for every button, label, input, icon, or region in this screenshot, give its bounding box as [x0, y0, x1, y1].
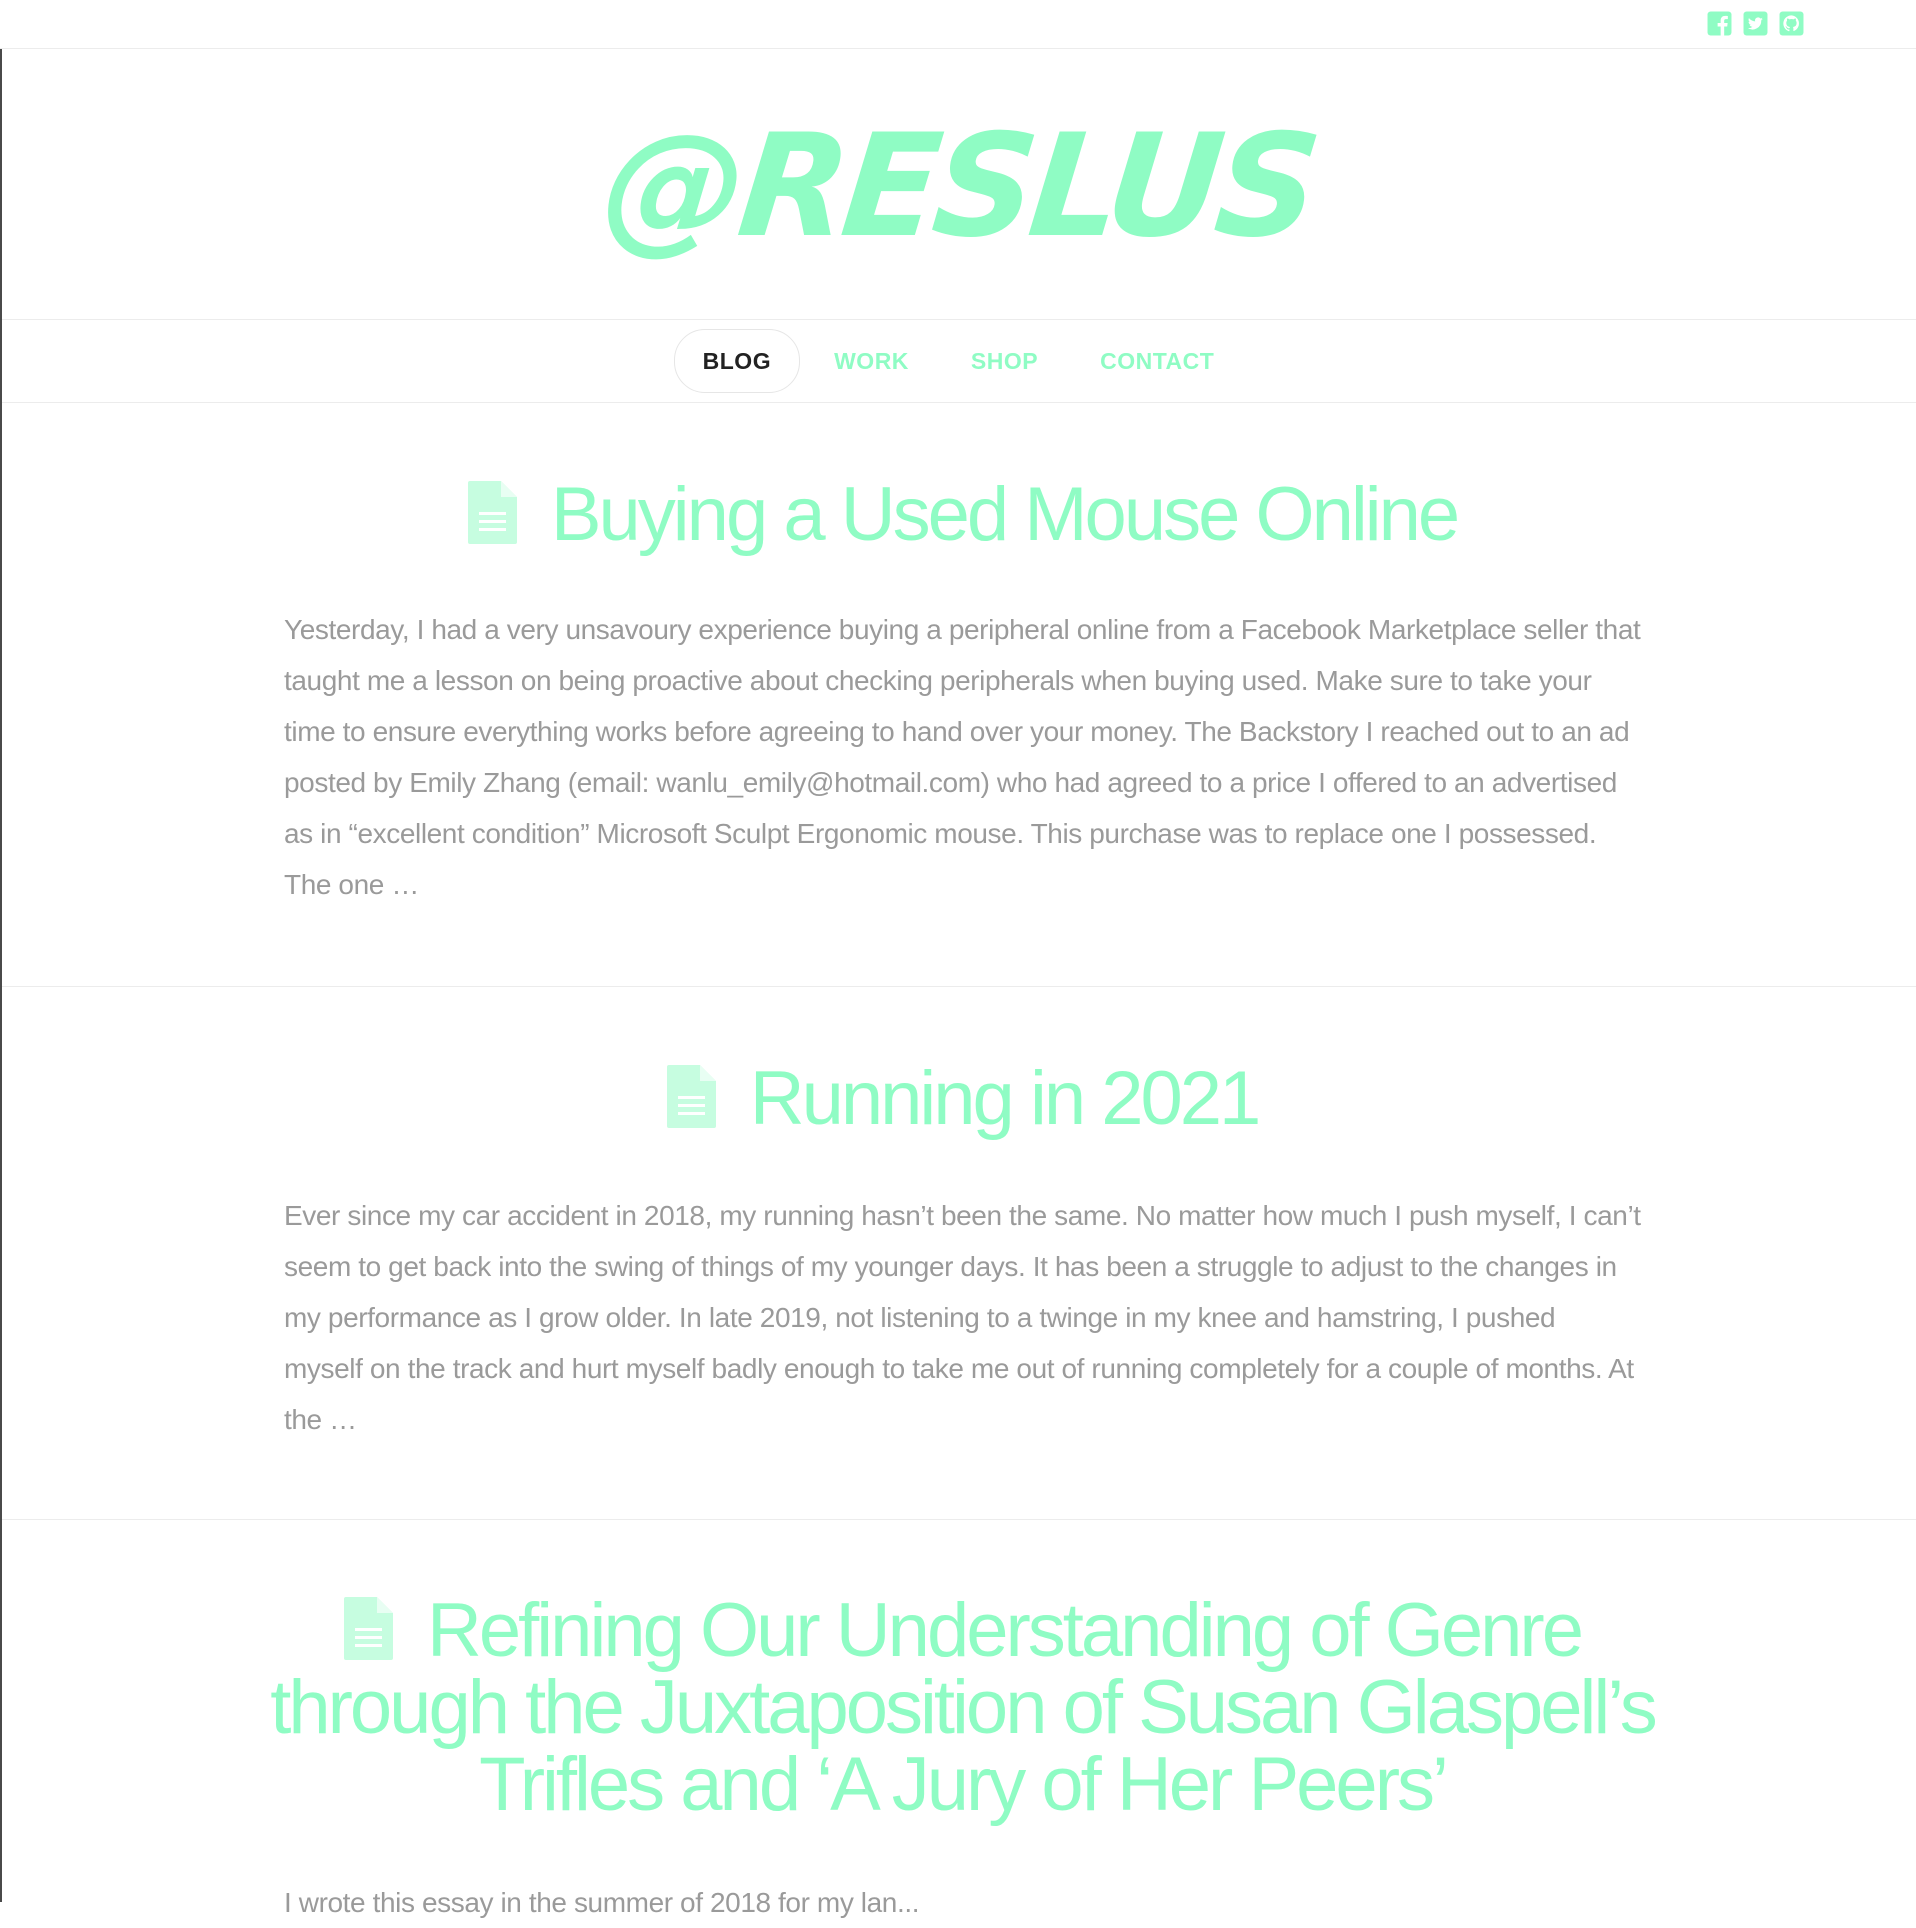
nav-item-shop[interactable]: SHOP — [970, 348, 1039, 374]
post-title-link[interactable] — [264, 1588, 1661, 1827]
main-nav — [0, 320, 1916, 403]
post-excerpt: I wrote this essay in the summer of 2018 for my lan... — [284, 1887, 920, 1918]
page-left-border — [0, 48, 2, 1902]
site-logo[interactable]: @RESLUS — [594, 104, 1322, 269]
post-title-link[interactable] — [284, 1056, 1641, 1141]
facebook-icon[interactable] — [1707, 11, 1732, 36]
blog-post — [0, 1520, 1916, 1928]
blog-post — [0, 987, 1916, 1520]
post-excerpt: Ever since my car accident in 2018, my running hasn’t been the same. No matter how much I push myself, I can’t seem to get back into the swing of things of my younger days. It has been a struggle to adjust to the changes in my performance as I grow older. In late 2019, not listening to a twinge in my knee and hamstring, I pushed myself on the track and hurt myself badly enough to take me out of running completely for a couple of months. At the … — [284, 1200, 1641, 1435]
post-title-text: Refining Our Understanding of Genre through the Juxtaposition of Susan Glaspell’s Trifles and ‘A Jury of Her Peers’ — [270, 1588, 1655, 1827]
document-icon — [344, 1597, 393, 1660]
post-title-text: Running in 2021 — [749, 1056, 1259, 1141]
post-title-link[interactable] — [284, 472, 1641, 557]
blog-post — [0, 403, 1916, 987]
site-header — [0, 49, 1916, 320]
github-icon[interactable] — [1779, 11, 1804, 36]
nav-item-blog[interactable]: BLOG — [674, 329, 800, 393]
post-excerpt: Yesterday, I had a very unsavoury experience buying a peripheral online from a Facebook Marketplace seller that taught me a lesson on being proactive about checking peripherals when buying used. Make sure to take your time to ensure everything works before agreeing to hand over your money. The Backstory I reached out to an ad posted by Emily Zhang (email: wanlu_emily@hotmail.com) who had agreed to a price I offered to an advertised as in “excellent condition” Microsoft Sculpt Ergonomic mouse. This purchase was to replace one I possessed. The one … — [284, 614, 1641, 900]
twitter-icon[interactable] — [1743, 11, 1768, 36]
document-icon — [468, 481, 517, 544]
nav-item-work[interactable]: WORK — [834, 348, 909, 374]
top-bar — [0, 0, 1916, 49]
social-links — [1707, 11, 1804, 36]
post-title-text: Buying a Used Mouse Online — [550, 472, 1458, 557]
nav-item-contact[interactable]: CONTACT — [1100, 348, 1215, 374]
document-icon — [667, 1065, 716, 1128]
